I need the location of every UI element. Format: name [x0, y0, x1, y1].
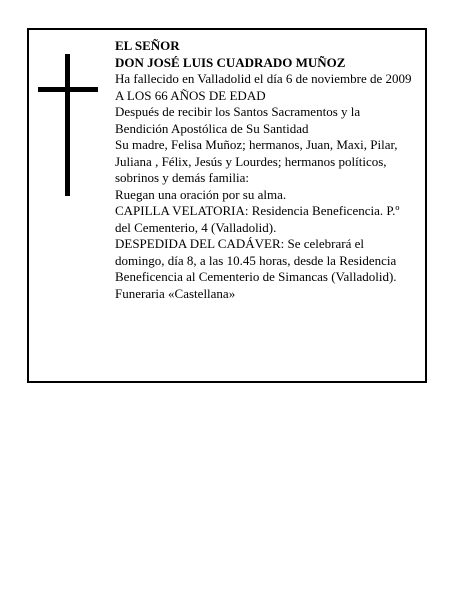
cross-icon: [38, 54, 98, 196]
age-line: A LOS 66 AÑOS DE EDAD: [115, 87, 266, 103]
notice-title: EL SEÑOR: [115, 38, 180, 53]
funeral-home-line: Funeraria «Castellana»: [115, 285, 236, 301]
obituary-text: [115, 38, 415, 302]
prayer-line: Ruegan una oración por su alma.: [115, 186, 287, 202]
sacraments-line: Después de recibir los Santos Sacramentos y la Bendición Apostólica de Su Santidad: [115, 104, 361, 136]
chapel-line: CAPILLA VELATORIA: Residencia Beneficencia. P.º del Cementerio, 4 (Valladolid).: [115, 203, 400, 235]
cross-horizontal-bar: [38, 87, 98, 92]
farewell-line: DESPEDIDA DEL CADÁVER: Se celebrará el domingo, día 8, a las 10.45 horas, desde la Residencia Beneficencia al Cementerio de Simancas (Valladolid).: [115, 236, 397, 284]
death-announcement: Ha fallecido en Valladolid el día 6 de noviembre de 2009: [115, 71, 412, 86]
cross-vertical-bar: [65, 54, 70, 196]
deceased-name: DON JOSÉ LUIS CUADRADO MUÑOZ: [115, 54, 346, 70]
family-line: Su madre, Felisa Muñoz; hermanos, Juan, Maxi, Pilar, Juliana , Félix, Jesús y Lourdes; hermanos políticos, sobrinos y demás familia:: [115, 137, 398, 185]
